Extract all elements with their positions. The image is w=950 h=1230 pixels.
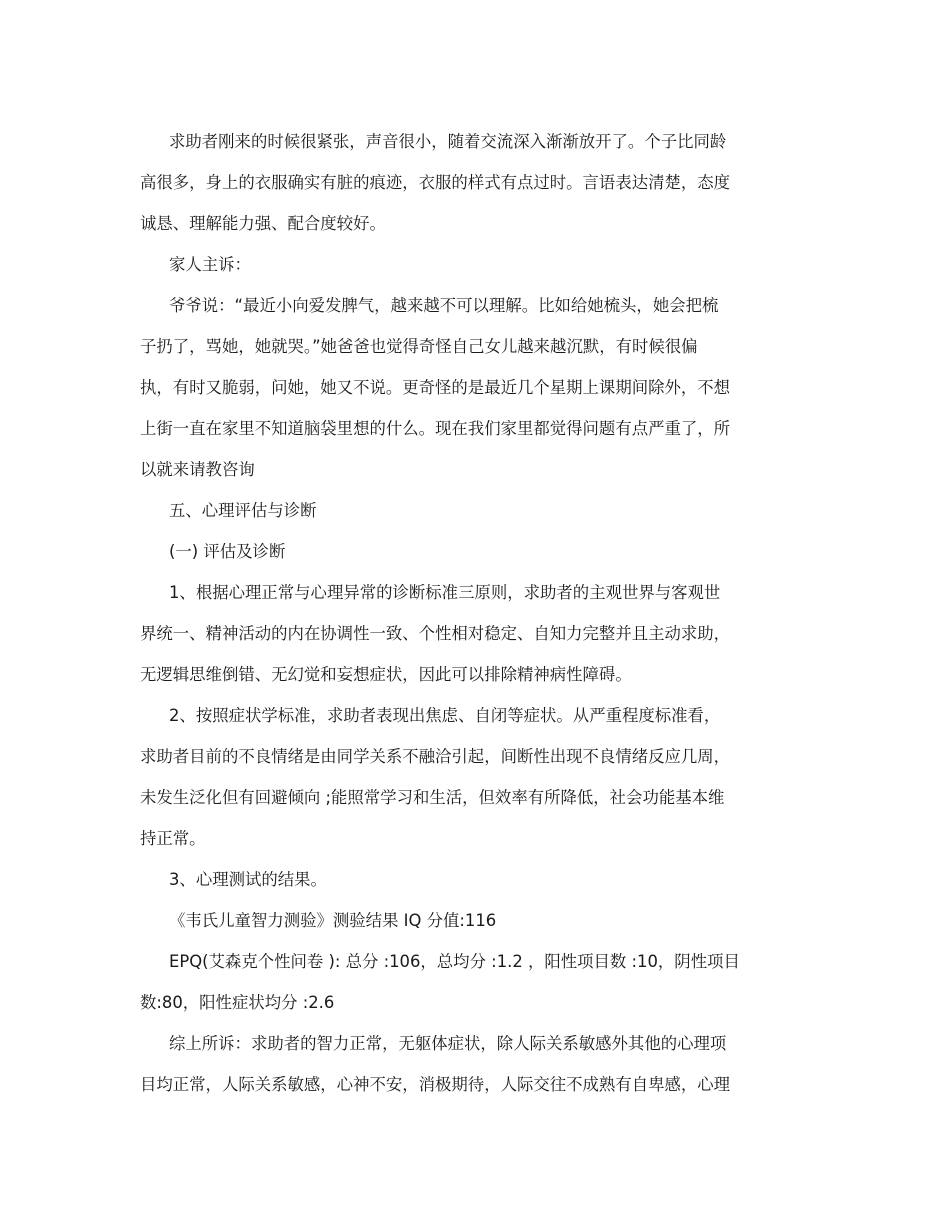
- paragraph-point-one: [140, 572, 780, 695]
- paragraph-point-three: [140, 859, 780, 900]
- test-result-line: 《韦氏儿童智力测验》测验结果 IQ 分值:116: [169, 911, 497, 930]
- text-line: 持正常。: [140, 829, 206, 848]
- subsection-heading: (一) 评估及诊断: [169, 542, 286, 561]
- text-line: 爷爷说：“最近小向爱发脾气，越来越不可以理解。比如给她梳头，她会把梳: [169, 296, 719, 315]
- text-line: 未发生泛化但有回避倾向 ;能照常学习和生活，但效率有所降低，社会功能基本维: [140, 788, 725, 807]
- text-line: 3、心理测试的结果。: [169, 870, 327, 889]
- text-line: 综上所诉：求助者的智力正常，无躯体症状，除人际关系敏感外其他的心理项: [169, 1034, 727, 1053]
- paragraph-epq-result: [140, 941, 780, 1023]
- paragraph-grandfather-statement: [140, 285, 780, 490]
- text-line: 目均正常，人际关系敏感，心神不安，消极期待，人际交往不成熟有自卑感，心理: [140, 1075, 731, 1094]
- paragraph-summary: [140, 1023, 780, 1105]
- text-line: 执，有时又脆弱，问她，她又不说。更奇怪的是最近几个星期上课期间除外，不想: [140, 378, 731, 397]
- text-line: 界统一、精神活动的内在协调性一致、个性相对稳定、自知力完整并且主动求助，: [140, 624, 731, 643]
- test-result-line: 数:80，阳性症状均分 :2.6: [140, 993, 335, 1012]
- paragraph-intro-observation: [140, 121, 780, 244]
- text-line: 求助者目前的不良情绪是由同学关系不融洽引起，间断性出现不良情绪反应几周，: [140, 747, 731, 766]
- section-label: 家人主诉：: [169, 255, 251, 274]
- test-result-line: EPQ(艾森克个性问卷 ): 总分 :106，总均分 :1.2 ，阳性项目数 :10，阴性项目: [169, 952, 740, 971]
- paragraph-section-five-heading: [140, 490, 780, 531]
- text-line: 上街一直在家里不知道脑袋里想的什么。现在我们家里都觉得问题有点严重了，所: [140, 419, 731, 438]
- text-line: 1、根据心理正常与心理异常的诊断标准三原则，求助者的主观世界与客观世: [169, 583, 721, 602]
- document-body: [140, 121, 780, 1105]
- text-line: 高很多，身上的衣服确实有脏的痕迹，衣服的样式有点过时。言语表达清楚，态度: [140, 173, 731, 192]
- text-line: 子扔了，骂她，她就哭。”她爸爸也觉得奇怪自己女儿越来越沉默，有时候很偏: [140, 337, 698, 356]
- text-line: 无逻辑思维倒错、无幻觉和妄想症状，因此可以排除精神病性障碍。: [140, 665, 632, 684]
- paragraph-family-complaint-heading: [140, 244, 780, 285]
- text-line: 以就来请教咨询: [140, 460, 255, 479]
- paragraph-point-two: [140, 695, 780, 859]
- paragraph-wechsler-result: [140, 900, 780, 941]
- paragraph-subsection-one-heading: [140, 531, 780, 572]
- text-line: 求助者刚来的时候很紧张，声音很小，随着交流深入渐渐放开了。个子比同龄: [169, 132, 727, 151]
- text-line: 诚恳、理解能力强、配合度较好。: [140, 214, 386, 233]
- section-heading: 五、心理评估与诊断: [169, 501, 317, 520]
- text-line: 2、按照症状学标准，求助者表现出焦虑、自闭等症状。从严重程度标准看，: [169, 706, 721, 725]
